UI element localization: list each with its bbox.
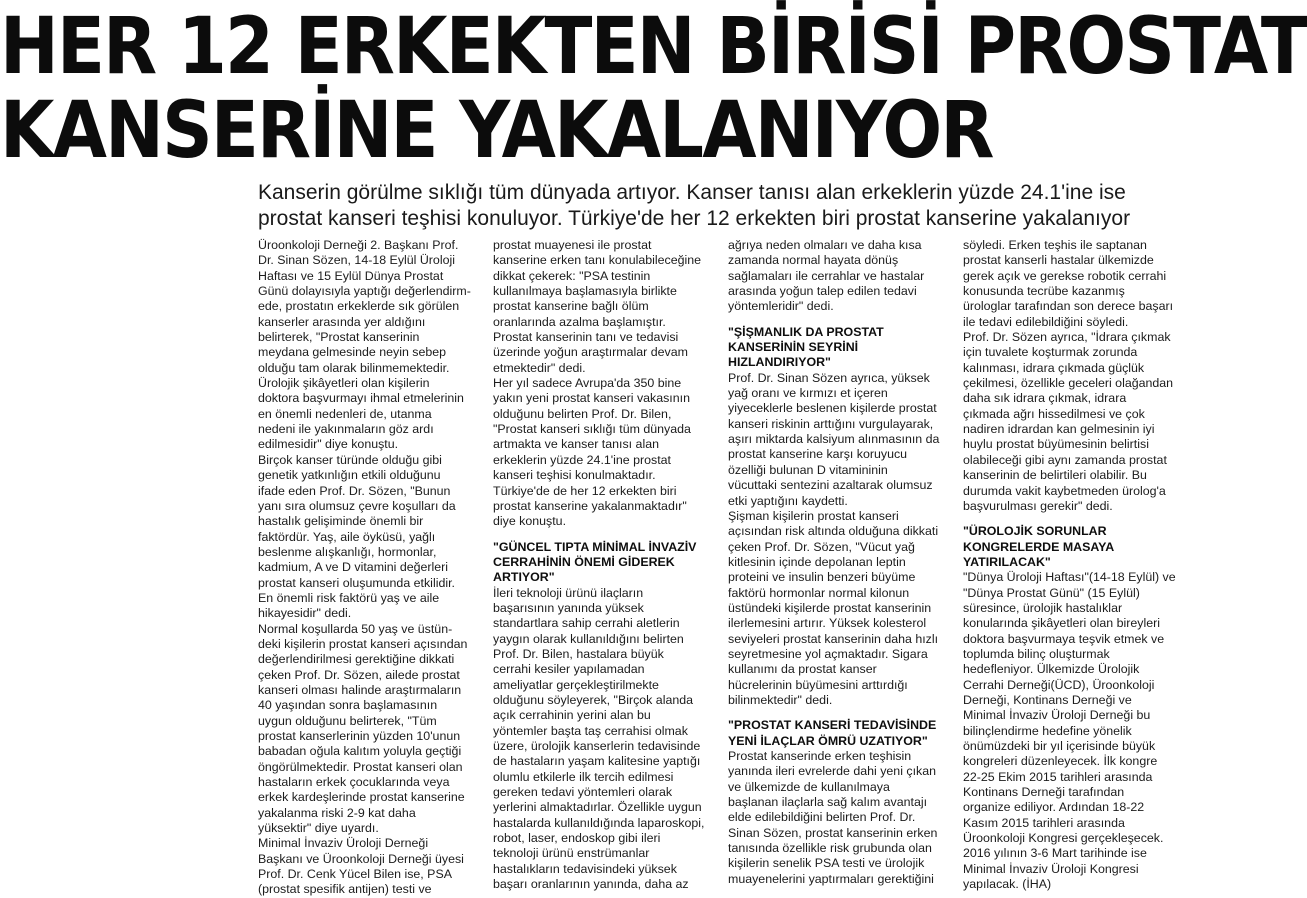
- body-text-line: İleri teknoloji ürünü ilaçların: [493, 585, 644, 600]
- body-text-line: başarısının yanında yüksek: [493, 600, 644, 615]
- body-text-line: kişilerin senelik PSA testi ve ürolojik: [728, 856, 925, 871]
- body-text-line: değerlendirilmesi gerektiğine dikkati: [258, 652, 455, 667]
- body-text-line: hastaların erkek çocuklarında veya: [258, 775, 450, 790]
- section-subheading-line: "GÜNCEL TIPTA MİNİMAL İNVAZİV: [493, 539, 697, 554]
- body-text-line: üstündeki kişilerde prostat kanserinin: [728, 600, 932, 615]
- body-text-line: yakalanma riski 2-9 kat daha: [258, 805, 416, 820]
- body-text-line: uygun olduğunu belirterek, "Tüm: [258, 713, 437, 728]
- body-text-line: olabileceği gibi aynı zamanda prostat: [963, 452, 1167, 467]
- body-text-line: Cerrahi Derneği(ÜCD), Üroonkoloji: [963, 677, 1155, 692]
- body-text-line: kongreleri düzenleyecek. İlk kongre: [963, 754, 1158, 769]
- body-text-line: robot, laser, endoskop gibi ileri: [493, 831, 661, 846]
- body-text-line: hikayesidir" dedi.: [258, 606, 352, 621]
- body-text-line: Prof. Dr. Bilen, hastalara büyük: [493, 646, 664, 661]
- body-text-line: Prof. Dr. Cenk Yücel Bilen ise, PSA: [258, 867, 452, 882]
- body-text-line: Haftası ve 15 Eylül Dünya Prostat: [258, 268, 444, 283]
- body-text-line: üzere, ürolojik kanserlerin tedavisinde: [493, 739, 701, 753]
- body-text-line: ameliyatlar gerçekleştirilmekte: [493, 677, 659, 692]
- body-text-line: hastalarda kullanıldığında laparoskopi,: [493, 815, 705, 830]
- body-text-line: kadmium, A ve D vitamini değerleri: [258, 560, 449, 575]
- body-text-line: söyledi. Erken teşhis ile saptanan: [963, 238, 1147, 252]
- body-text-line: yanı sıra olumsuz çevre koşulları da: [258, 498, 456, 513]
- paragraph-gap: [728, 708, 951, 718]
- deck-line-1: Kanserin görülme sıklığı tüm dünyada artıyor. Kanser tanısı alan erkeklerin yüzde 24.1'ine ise: [258, 181, 1126, 204]
- section-subheading-line: "ŞİŞMANLIK DA PROSTAT: [728, 324, 884, 339]
- body-text-line: prostat kanserine bağlı ölüm: [493, 299, 649, 314]
- body-text-line: kanserine erken tanı konulabileceğine: [493, 253, 702, 268]
- body-text-line: Derneği, Kontinans Derneği ve: [963, 692, 1132, 707]
- article-column-1: [258, 238, 481, 897]
- body-text-line: kanseri riskinin arttığını vurgulayarak,: [728, 416, 934, 431]
- section-subheading-line: KONGRELERDE MASAYA: [963, 539, 1115, 554]
- body-text-line: önümüzdeki bir yıl içerisinde büyük: [963, 739, 1156, 753]
- headline-line-1: HER 12 ERKEKTEN BİRİSİ PROSTAT: [0, 2, 1307, 92]
- body-text-line: üzerinde yoğun araştırmalar devam: [493, 345, 688, 360]
- body-text-line: yağ oranı ve kırmızı et içeren: [728, 386, 888, 401]
- section-subheading-line: HIZLANDIRIYOR": [728, 355, 831, 370]
- body-text-line: faktörü hormonlar normal kilonun: [728, 585, 910, 600]
- body-text-line: konularında şikâyetleri olan bireyleri: [963, 616, 1160, 631]
- body-text-line: daha sık idrara çıkmak, idrara: [963, 391, 1127, 406]
- body-text-line: etki yaptığını kaydetti.: [728, 493, 848, 508]
- section-subheading-line: "ÜROLOJİK SORUNLAR: [963, 524, 1107, 539]
- body-text-line: yerlerini almaktadırlar. Özellikle uygun: [493, 800, 702, 815]
- body-text-line: ilerlemesini artırır. Yüksek kolesterol: [728, 616, 927, 631]
- body-text-line: zamanda normal hayata dönüş: [728, 253, 899, 268]
- body-text-line: artmakta ve kanser tanısı alan: [493, 437, 659, 452]
- paragraph-gap: [963, 514, 1208, 524]
- body-text-line: teknoloji ürünü enstrümanlar: [493, 846, 650, 861]
- body-text-line: doktora başvurmaya teşvik etmek ve: [963, 631, 1165, 646]
- body-text-line: proteini ve insulin benzeri büyüme: [728, 570, 916, 585]
- body-text-line: açık cerrahinin yerini alan bu: [493, 708, 651, 723]
- body-text-line: en önemli nedenleri de, utanma: [258, 406, 432, 421]
- body-text-line: kanseri teşhisi konulmaktadır.: [493, 468, 656, 483]
- body-text-line: kanserler arasında yer aldığını: [258, 314, 426, 329]
- body-text-line: nedeni ile yakınmaların göz ardı: [258, 422, 434, 437]
- body-text-line: seyretmesine yol açmaktadır. Sigara: [728, 646, 928, 661]
- article-column-2: [493, 238, 716, 892]
- body-text-line: Ürolojik şikâyetleri olan kişilerin: [258, 376, 430, 391]
- section-subheading-line: YENİ İLAÇLAR ÖMRÜ UZATIYOR": [728, 733, 928, 748]
- body-text-line: başlanan ilaçlarla sağ kalım avantajı: [728, 795, 928, 810]
- body-text-line: Prof. Dr. Sözen ayrıca, "İdrara çıkmak: [963, 330, 1171, 345]
- body-text-line: yanında ileri evrelerde dahi yeni çıkan: [728, 764, 937, 779]
- body-text-line: huylu prostat büyümesinin belirtisi: [963, 437, 1149, 452]
- body-text-line: kanseri olması halinde araştırmaların: [258, 682, 462, 697]
- body-text-line: Türkiye'de de her 12 erkekten biri: [493, 483, 677, 498]
- body-text-line: nadiren idrardan kan gelmesinin iyi: [963, 422, 1155, 437]
- section-subheading-line: CERRAHİNİN ÖNEMİ GİDEREK: [493, 554, 675, 569]
- body-text-line: babadan oğula kalıtım yoluyla geçtiği: [258, 744, 462, 759]
- body-text-line: yiyeceklerle beslenen kişilerde prostat: [728, 401, 937, 416]
- body-text-line: dikkat çekerek: "PSA testinin: [493, 268, 651, 283]
- body-text-line: prostat kanserine karşı koruyucu: [728, 447, 908, 462]
- body-text-line: etmektedir" dedi.: [493, 360, 586, 375]
- body-text-line: 40 yaşından sonra başlamasının: [258, 698, 438, 713]
- body-text-line: aşırı miktarda kalsiyum alınmasının da: [728, 432, 940, 447]
- body-text-line: Normal koşullarda 50 yaş ve üstün-: [258, 621, 453, 636]
- body-text-line: ürologlar tarafından son derece başarı: [963, 299, 1174, 314]
- body-text-line: yöntemleridir" dedi.: [728, 299, 834, 314]
- headline-line-2: KANSERİNE YAKALANIYOR: [0, 86, 993, 176]
- section-subheading-line: YATIRILACAK": [963, 554, 1051, 569]
- article-body: [258, 238, 1188, 897]
- body-text-line: prostat kanseri oluşumunda etkilidir.: [258, 575, 455, 590]
- body-text-line: genetik yatkınlığın etkili olduğunu: [258, 468, 441, 483]
- body-text-line: toplumda bilinç oluşturmak: [963, 646, 1110, 661]
- body-text-line: "Dünya Üroloji Haftası"(14-18 Eylül) ve: [963, 570, 1176, 585]
- body-text-line: başarı oranlarının yanında, daha az: [493, 877, 689, 892]
- body-text-line: yöntemler başta taş cerrahisi olmak: [493, 723, 688, 738]
- body-text-line: gerek açık ve gerekse robotik cerrahi: [963, 268, 1167, 283]
- body-text-line: meydana gelmesinde neyin sebep: [258, 345, 447, 360]
- body-text-line: tanısında özellikle risk grubunda olan: [728, 841, 932, 856]
- article-column-3: [728, 238, 951, 885]
- body-text-line: de hastaların yaşam kalitesine yaptığı: [493, 754, 701, 769]
- body-text-line: Birçok kanser türünde olduğu gibi: [258, 452, 442, 467]
- body-text-line: kanserinin de belirtileri olabilir. Bu: [963, 468, 1147, 483]
- body-text-line: organize ediliyor. Ardından 18-22: [963, 800, 1145, 815]
- body-text-line: cerrahi kesiler yapılamadan: [493, 662, 645, 677]
- body-text-line: Dr. Sinan Sözen, 14-18 Eylül Üroloji: [258, 253, 455, 268]
- body-text-line: Prof. Dr. Sinan Sözen ayrıca, yüksek: [728, 370, 930, 385]
- body-text-line: 2016 yılının 3-6 Mart tarihinde ise: [963, 846, 1147, 861]
- deck-line-2: prostat kanseri teşhisi konuluyor. Türkiye'de her 12 erkekten biri prostat kanserine yakalanıyor: [258, 207, 1131, 230]
- body-text-line: edilmesidir" diye konuştu.: [258, 437, 399, 452]
- body-text-line: olduğunu belirten Prof. Dr. Bilen,: [493, 406, 672, 421]
- body-text-line: (prostat spesifik antijen) testi ve: [258, 882, 432, 897]
- body-text-line: yakın yeni prostat kanseri vakasının: [493, 391, 690, 406]
- body-text-line: prostat kanserli hastalar ülkemizde: [963, 253, 1154, 268]
- body-text-line: Kontinans Derneği tarafından: [963, 785, 1125, 800]
- body-text-line: doktora başvurmayı ihmal etmelerinin: [258, 391, 464, 406]
- body-text-line: hedefleniyor. Ülkemizde Ürolojik: [963, 662, 1140, 677]
- deck-subheadline: [258, 180, 1188, 232]
- body-text-line: ile tedavi edilebildiğini söyledi.: [963, 314, 1129, 329]
- body-text-line: Minimal İnvaziv Üroloji Kongresi: [963, 861, 1139, 876]
- body-text-line: Prostat kanserinin tanı ve tedavisi: [493, 330, 679, 345]
- body-text-line: gereken tedavi yöntemleri olarak: [493, 785, 673, 800]
- body-text-line: çekilmesi, özellikle geceleri olağandan: [963, 376, 1174, 391]
- body-text-line: için tuvalete koşturmak zorunda: [963, 345, 1138, 360]
- body-text-line: standartlara sahip cerrahi aletlerin: [493, 616, 680, 631]
- body-text-line: Günü dolayısıyla yaptığı değerlendirm-: [258, 284, 471, 299]
- body-text-line: erkek kardeşlerinde prostat kanserine: [258, 790, 465, 805]
- body-text-line: Başkanı ve Üroonkoloji Derneği üyesi: [258, 851, 464, 866]
- body-text-line: bilinmektedir" dedi.: [728, 692, 833, 707]
- body-text-line: kitlesinin içinde depolanan leptin: [728, 554, 906, 569]
- body-text-line: belirterek, "Prostat kanserinin: [258, 330, 420, 345]
- body-text-line: prostat muayenesi ile prostat: [493, 238, 652, 252]
- body-text-line: hücrelerinin büyümesini arttırdığı: [728, 677, 908, 692]
- body-text-line: yüksektir" diye uyardı.: [258, 821, 379, 836]
- paragraph-gap: [728, 315, 951, 325]
- body-text-line: 22-25 Ekim 2015 tarihleri arasında: [963, 769, 1153, 784]
- body-text-line: çeken Prof. Dr. Sözen, ailede prostat: [258, 667, 460, 682]
- body-text-line: Minimal İnvaziv Üroloji Derneği bu: [963, 708, 1151, 723]
- body-text-line: ve ülkemizde de kullanılmaya: [728, 779, 890, 794]
- body-text-line: oranlarında azalma başlamıştır.: [493, 314, 666, 329]
- body-text-line: Sinan Sözen, prostat kanserinin erken: [728, 825, 938, 840]
- body-text-line: Her yıl sadece Avrupa'da 350 bine: [493, 376, 682, 391]
- body-text-line: seviyeleri prostat kanserinin daha hızlı: [728, 631, 939, 646]
- body-text-line: vücuttaki sentezini azaltarak olumsuz: [728, 478, 933, 493]
- body-text-line: muayenelerini yaptırmaları gerektiğini: [728, 871, 934, 886]
- body-text-line: En önemli risk faktörü yaş ve aile: [258, 590, 440, 605]
- body-text-line: öngörülmektedir. Prostat kanseri olan: [258, 759, 463, 774]
- body-text-line: Minimal İnvaziv Üroloji Derneği: [258, 836, 429, 851]
- body-text-line: çıkmada ağrı hissedilmesi ve çok: [963, 406, 1145, 421]
- body-text-line: prostat kanserine yakalanmaktadır": [493, 498, 687, 513]
- body-text-line: olduğu tam olarak bilinmemektedir.: [258, 360, 450, 375]
- body-text-line: özelliği bulunan D vitamininin: [728, 462, 888, 477]
- body-text-line: ağrıya neden olmaları ve daha kısa: [728, 238, 922, 252]
- body-text-line: Şişman kişilerin prostat kanseri: [728, 508, 899, 523]
- body-text-line: hastalık gelişiminde önemli bir: [258, 514, 424, 529]
- body-text-line: ifade eden Prof. Dr. Sözen, "Bunun: [258, 483, 451, 498]
- body-text-line: yapılacak. (İHA): [963, 877, 1052, 892]
- body-text-line: sağlamaları ile cerrahlar ve hastalar: [728, 268, 925, 283]
- body-text-line: faktördür. Yaş, aile öyküsü, yağlı: [258, 529, 436, 544]
- section-subheading-line: KANSERİNİN SEYRİNİ: [728, 340, 859, 355]
- body-text-line: Üroonkoloji Kongresi gerçekleşecek.: [963, 831, 1164, 846]
- body-text-line: deki kişilerin prostat kanseri açısından: [258, 636, 468, 651]
- body-text-line: Prostat kanserinde erken teşhisin: [728, 749, 912, 763]
- body-text-line: kullanımı da prostat kanser: [728, 662, 877, 677]
- body-text-line: hastalıkların tedavisindeki yüksek: [493, 861, 677, 876]
- body-text-line: prostat kanserlerinin yüzden 10'unun: [258, 729, 461, 743]
- body-text-line: bilinçlendirme hedefine yönelik: [963, 723, 1132, 738]
- body-text-line: "Prostat kanseri sıklığı tüm dünyada: [493, 422, 691, 437]
- body-text-line: diye konuştu.: [493, 514, 567, 529]
- body-text-line: Kasım 2015 tarihleri arasında: [963, 815, 1125, 830]
- body-text-line: konusunda tecrübe kazanmış: [963, 284, 1125, 299]
- body-text-line: Üroonkoloji Derneği 2. Başkanı Prof.: [258, 238, 459, 252]
- body-text-line: olumlu etkilerle ilk tercih edilmesi: [493, 769, 674, 784]
- body-text-line: kalınması, idrara çıkmada güçlük: [963, 360, 1145, 375]
- body-text-line: olduğunu söyleyerek, "Birçok alanda: [493, 692, 694, 707]
- body-text-line: çeken Prof. Dr. Sözen, "Vücut yağ: [728, 539, 915, 554]
- body-text-line: elde edilebildiğini belirten Prof. Dr.: [728, 810, 916, 825]
- paragraph-gap: [493, 530, 716, 540]
- section-subheading-line: "PROSTAT KANSERİ TEDAVİSİNDE: [728, 718, 937, 733]
- article-column-4: [963, 238, 1208, 892]
- body-text-line: başvurulması gerekir" dedi.: [963, 498, 1113, 513]
- body-text-line: yaygın olarak kullanıldığını belirten: [493, 631, 684, 646]
- body-text-line: erkeklerin yüzde 24.1'ine prostat: [493, 452, 672, 467]
- section-subheading-line: ARTIYOR": [493, 570, 555, 585]
- body-text-line: ede, prostatın erkeklerde sık görülen: [258, 299, 460, 314]
- body-text-line: beslenme alışkanlığı, hormonlar,: [258, 544, 437, 559]
- body-text-line: arasında yoğun talep edilen tedavi: [728, 284, 917, 299]
- body-text-line: açısından risk altında olduğuna dikkati: [728, 524, 939, 539]
- body-text-line: durumda vakit kaybetmeden ürolog'a: [963, 483, 1166, 498]
- body-text-line: kullanılmaya başlamasıyla birlikte: [493, 284, 677, 299]
- body-text-line: "Dünya Prostat Günü" (15 Eylül): [963, 585, 1140, 600]
- body-text-line: süresince, ürolojik hastalıklar: [963, 600, 1123, 615]
